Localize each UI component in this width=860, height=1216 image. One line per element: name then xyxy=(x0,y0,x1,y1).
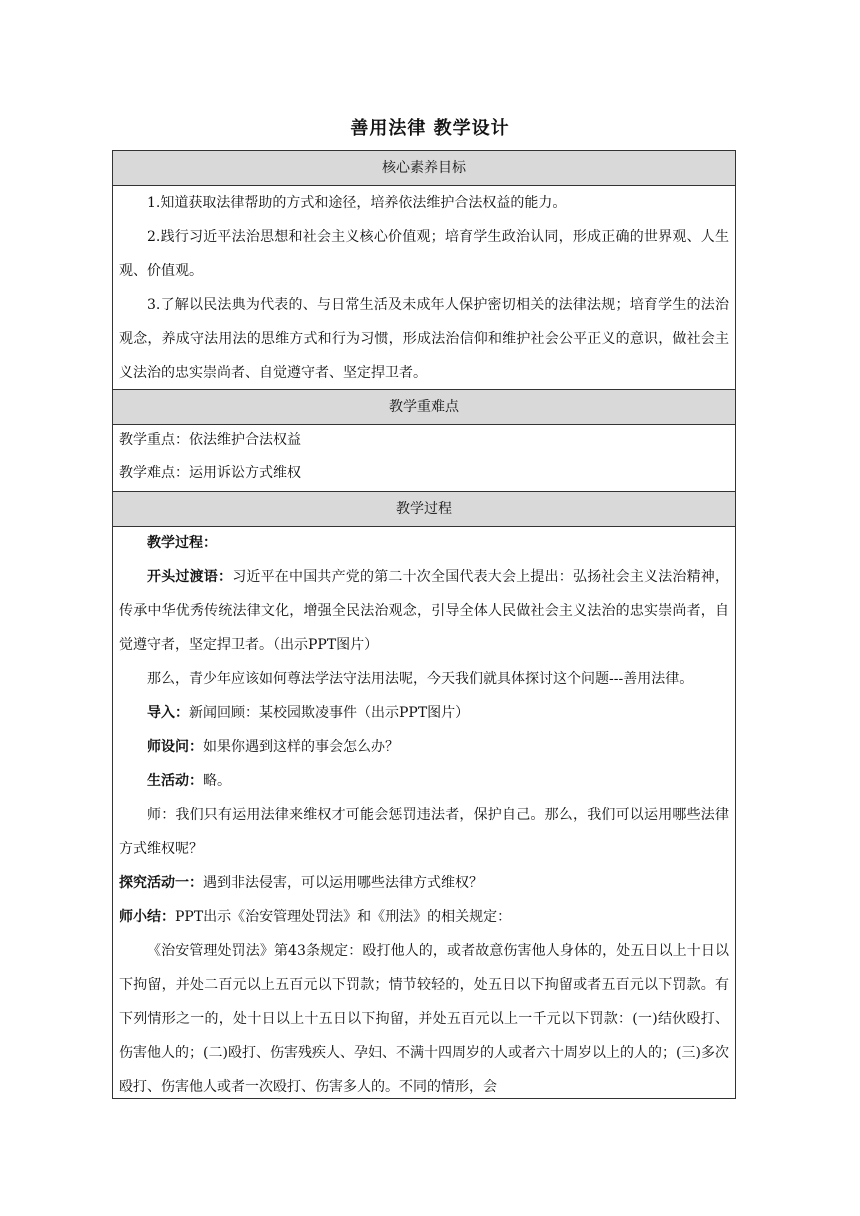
activity-one-label: 探究活动一： xyxy=(119,875,203,891)
key-points-section xyxy=(113,424,735,490)
student-activity-paragraph xyxy=(113,764,735,798)
transition-paragraph: 那么，青少年应该如何尊法学法守法用法呢，今天我们就具体探讨这个问题---善用法律。 xyxy=(147,671,694,687)
goal-item-2: 2.践行习近平法治思想和社会主义核心价值观；培育学生政治认同，形成正确的世界观、人生观、价值观。 xyxy=(119,229,729,279)
section-header-key-points: 教学重难点 xyxy=(113,389,735,425)
document-title: 善用法律 教学设计 xyxy=(350,118,510,139)
process-heading xyxy=(113,526,735,560)
process-label: 教学过程： xyxy=(147,535,217,551)
summary-label: 师小结： xyxy=(119,909,175,925)
teacher-question-paragraph xyxy=(113,730,735,764)
student-activity-text: 略。 xyxy=(203,773,231,789)
core-goals-section xyxy=(113,186,735,388)
opening-paragraph xyxy=(113,560,735,662)
opening-label: 开头过渡语： xyxy=(147,569,233,585)
student-activity-label: 生活动： xyxy=(147,773,203,789)
teacher-question-text: 如果你遇到这样的事会怎么办？ xyxy=(203,739,399,755)
difficult-point: 教学难点：运用诉讼方式维权 xyxy=(119,465,301,481)
activity-one-paragraph xyxy=(113,866,735,900)
teacher-question-label: 师设问： xyxy=(147,739,203,755)
intro-label: 导入： xyxy=(147,705,189,721)
teaching-process-section xyxy=(113,526,735,1100)
goal-item-3: 3.了解以民法典为代表的、与日常生活及未成年人保护密切相关的法律法规；培育学生的法治观念，养成守法用法的思维方式和行为习惯，形成法治信仰和维护社会公平正义的意识，做社会主义法治的忠实崇尚者、自觉遵守者、坚定捍卫者。 xyxy=(119,297,729,381)
goal-item-1: 1.知道获取法律帮助的方式和途径，培养依法维护合法权益的能力。 xyxy=(147,195,567,211)
law-article-paragraph: 《治安管理处罚法》第43条规定：殴打他人的，或者故意伤害他人身体的，处五日以上十日以下拘留，并处二百元以上五百元以下罚款；情节较轻的，处五日以下拘留或者五百元以下罚款。有下列情形之一的，处十日以上十五日以下拘留，并处五百元以上一千元以下罚款：(一)结伙殴打、伤害他人的；(二)殴打、伤害残疾人、孕妇、不满十四周岁的人或者六十周岁以上的人的；(三)多次殴打、伤害他人或者一次殴打、伤害多人的。不同的情形，会 xyxy=(119,943,729,1095)
intro-text: 新闻回顾：某校园欺凌事件（出示PPT图片） xyxy=(189,705,470,721)
activity-one-text: 遇到非法侵害，可以运用哪些法律方式维权？ xyxy=(203,875,483,891)
section-header-core-goals: 核心素养目标 xyxy=(113,151,735,186)
section-header-process: 教学过程 xyxy=(113,491,735,527)
opening-text: 习近平在中国共产党的第二十次全国代表大会上提出：弘扬社会主义法治精神，传承中华优秀传统法律文化，增强全民法治观念，引导全体人民做社会主义法治的忠实崇尚者，自觉遵守者，坚定捍卫者。（出示PPT图片） xyxy=(119,569,730,653)
intro-paragraph xyxy=(113,696,735,730)
teacher-remark-paragraph: 师：我们只有运用法律来维权才可能会惩罚违法者，保护自己。那么，我们可以运用哪些法律方式维权呢？ xyxy=(119,807,729,857)
lesson-plan-table xyxy=(112,150,736,1099)
key-point: 教学重点：依法维护合法权益 xyxy=(119,432,301,448)
summary-paragraph xyxy=(113,900,735,934)
summary-text: PPT出示《治安管理处罚法》和《刑法》的相关规定： xyxy=(175,909,512,925)
